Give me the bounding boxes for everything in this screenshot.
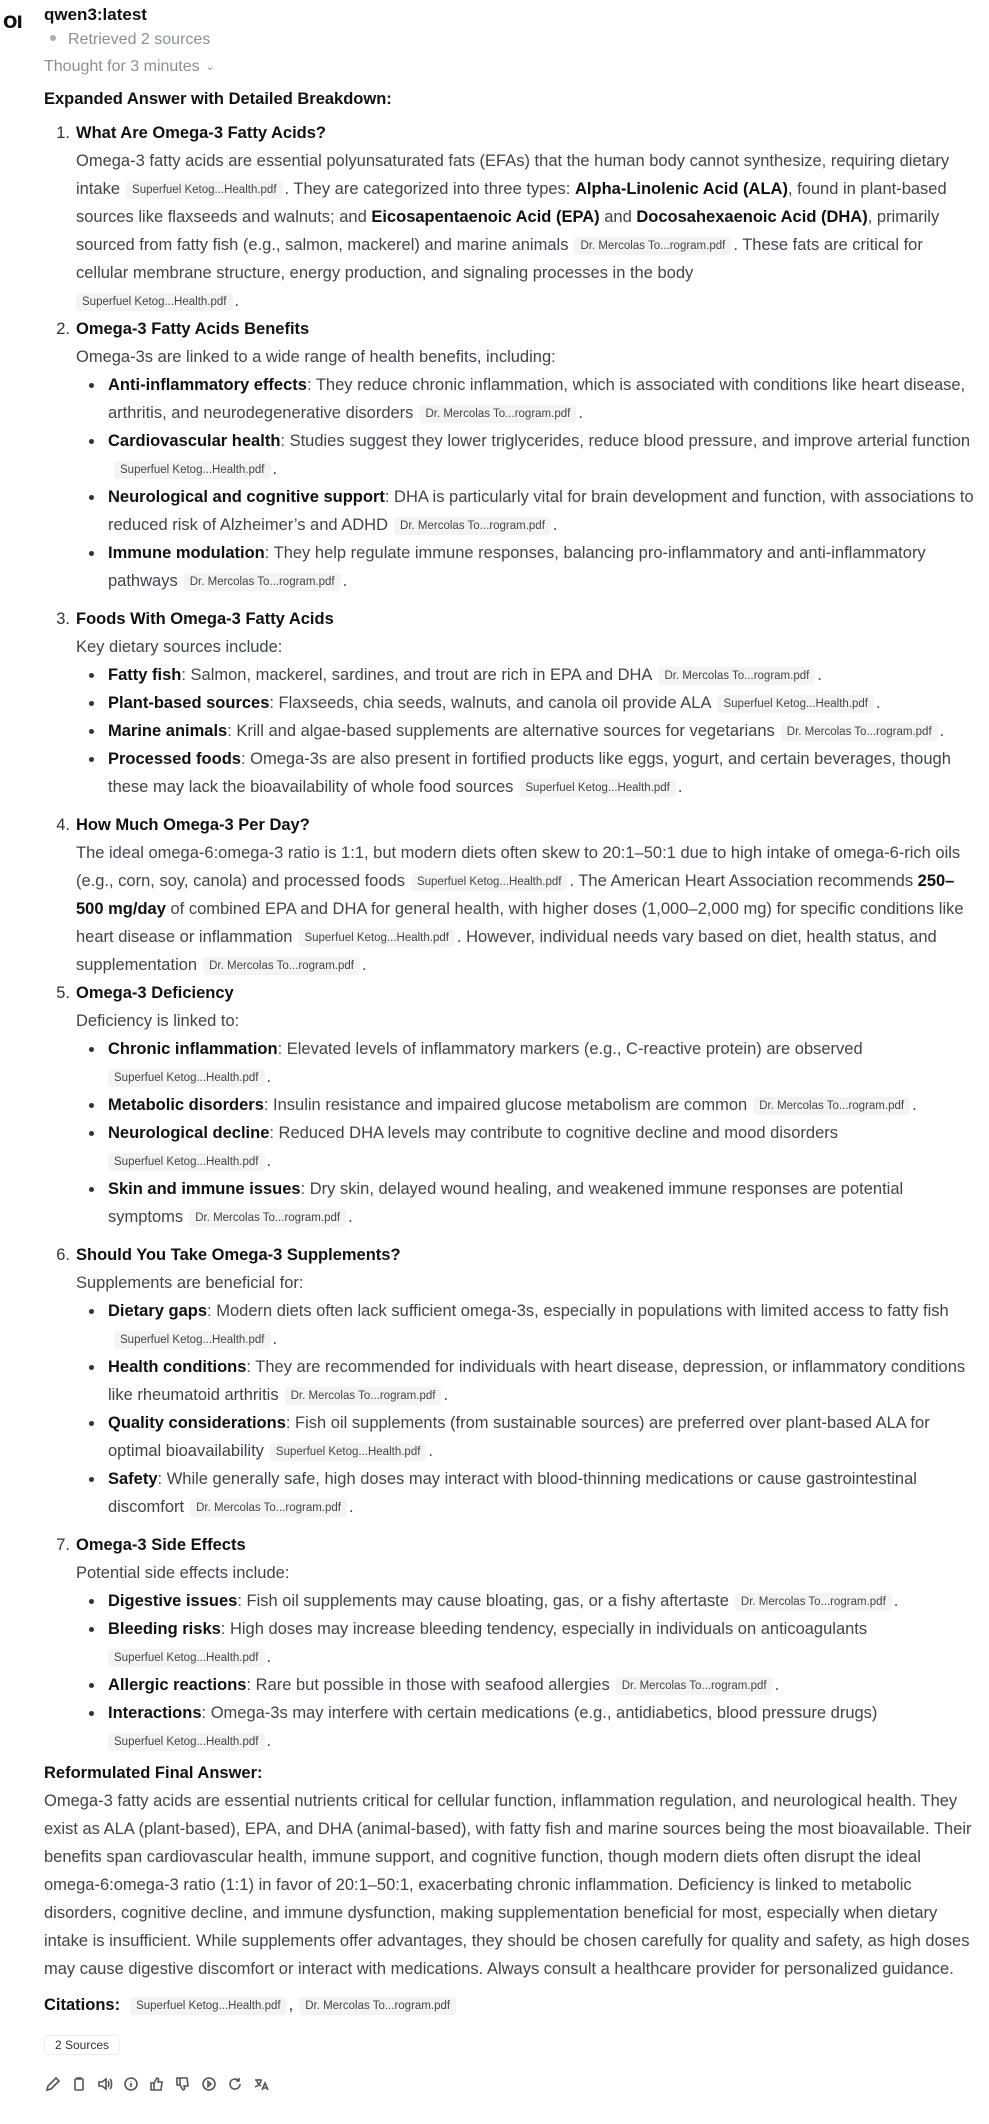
- citation-chip[interactable]: Dr. Mercolas To...rogram.pdf: [190, 1499, 347, 1517]
- text: .: [817, 666, 822, 684]
- citation-chip[interactable]: Superfuel Ketog...Health.pdf: [519, 779, 676, 797]
- list-item: [76, 1699, 979, 1755]
- citation-chip[interactable]: Dr. Mercolas To...rogram.pdf: [781, 723, 938, 741]
- citation-chip[interactable]: Superfuel Ketog...Health.pdf: [298, 929, 455, 947]
- citation-chip[interactable]: Dr. Mercolas To...rogram.pdf: [394, 517, 551, 535]
- item-label: Safety: [108, 1470, 158, 1488]
- section-number: 5.: [56, 984, 70, 1002]
- section-title: What Are Omega-3 Fatty Acids?: [76, 124, 326, 142]
- section-number: 6.: [56, 1246, 70, 1264]
- text: .: [342, 572, 348, 590]
- bullet-list: [76, 1035, 979, 1231]
- section-paragraph: [76, 147, 979, 315]
- text: .: [893, 1592, 899, 1610]
- text: . They are categorized into three types:: [284, 180, 575, 198]
- item-text: : Flaxseeds, chia seeds, walnuts, and canola oil provide ALA: [269, 694, 712, 712]
- text: .: [266, 1648, 272, 1666]
- citation-chip[interactable]: Dr. Mercolas To...rogram.pdf: [189, 1209, 346, 1227]
- text: .: [348, 1498, 354, 1516]
- bullet-list: [76, 1587, 979, 1755]
- bold-text: Eicosapentaenoic Acid (EPA): [371, 208, 600, 226]
- list-item: [76, 1587, 979, 1615]
- text: .: [266, 1152, 272, 1170]
- item-label: Immune modulation: [108, 544, 265, 562]
- list-item: [76, 1091, 979, 1119]
- citation-chip[interactable]: Superfuel Ketog...Health.pdf: [126, 181, 283, 199]
- text: The ideal omega-6:omega-3 ratio is 1:1, but modern diets often skew to 20:1–50:1 due to high intake of omega-6-rich oils (e.g., corn, soy, canola) and processed foods: [76, 844, 961, 890]
- section-7: [44, 1531, 979, 1755]
- text: .: [361, 956, 367, 974]
- play-icon[interactable]: [200, 2075, 218, 2093]
- retrieval-status[interactable]: [44, 27, 979, 53]
- message: [44, 0, 979, 2093]
- copy-icon[interactable]: [70, 2075, 88, 2093]
- text: .: [552, 516, 558, 534]
- sources-button[interactable]: 2 Sources: [44, 2035, 120, 2055]
- item-text: : Modern diets often lack sufficient omega-3s, especially in populations with limited access to fatty fish: [207, 1302, 949, 1320]
- citation-chip[interactable]: Superfuel Ketog...Health.pdf: [76, 293, 233, 311]
- section-number: 3.: [56, 610, 70, 628]
- text: .: [939, 722, 945, 740]
- citation-chip[interactable]: Superfuel Ketog...Health.pdf: [411, 873, 568, 891]
- text: .: [443, 1386, 449, 1404]
- list-item: [76, 539, 979, 595]
- section-title: Foods With Omega-3 Fatty Acids: [76, 610, 334, 628]
- item-text: : High doses may increase bleeding tendency, especially in individuals on anticoagulants: [220, 1620, 868, 1638]
- chevron-down-icon: ⌄: [205, 61, 215, 73]
- item-text: : Omega-3s may interfere with certain medications (e.g., antidiabetics, blood pressure drugs): [201, 1704, 878, 1722]
- text: . However, individual needs vary based on diet, health status, and supplementation: [76, 928, 937, 974]
- list-item: [76, 1119, 979, 1175]
- item-text: : Rare but possible in those with seafood allergies: [246, 1676, 610, 1694]
- list-item: [76, 1409, 979, 1465]
- citation-chip[interactable]: Dr. Mercolas To...rogram.pdf: [753, 1097, 910, 1115]
- bold-text: 250–500 mg/day: [76, 872, 955, 918]
- item-label: Metabolic disorders: [108, 1096, 264, 1114]
- citations-row: [44, 1991, 979, 2019]
- text: .: [677, 778, 683, 796]
- section-5: [44, 979, 979, 1241]
- translate-icon[interactable]: [252, 2075, 270, 2093]
- citation-chip[interactable]: Superfuel Ketog...Health.pdf: [130, 1997, 287, 2015]
- item-text: : They are recommended for individuals with heart disease, depression, or inflammatory conditions like rheumatoid arthritis: [108, 1358, 966, 1404]
- text: .: [266, 1068, 272, 1086]
- text: .: [774, 1676, 780, 1694]
- citation-chip[interactable]: Dr. Mercolas To...rogram.pdf: [299, 1997, 456, 2015]
- text: and: [599, 208, 637, 226]
- thumbs-up-icon[interactable]: [148, 2075, 166, 2093]
- text: . The American Heart Association recommends: [569, 872, 918, 890]
- item-text: : Fish oil supplements (from sustainable sources) are preferred over plant-based ALA for optimal bioavailability: [108, 1414, 930, 1460]
- bullet-list: [76, 371, 979, 595]
- text: .: [266, 1732, 272, 1750]
- list-item: [76, 1297, 979, 1353]
- edit-icon[interactable]: [44, 2075, 62, 2093]
- list-item: [76, 1353, 979, 1409]
- item-label: Cardiovascular health: [108, 432, 281, 450]
- item-label: Digestive issues: [108, 1592, 238, 1610]
- list-item: [76, 427, 979, 483]
- item-text: : They help regulate immune responses, balancing pro-inflammatory and anti-inflammatory pathways: [108, 544, 926, 590]
- item-text: : Dry skin, delayed wound healing, and weakened immune responses are potential symptoms: [108, 1180, 904, 1226]
- citation-chip[interactable]: Superfuel Ketog...Health.pdf: [717, 695, 874, 713]
- list-item: [76, 689, 979, 717]
- citation-chip[interactable]: Superfuel Ketog...Health.pdf: [108, 1649, 265, 1667]
- bullet-list: [76, 661, 979, 801]
- item-label: Plant-based sources: [108, 694, 270, 712]
- section-intro: Deficiency is linked to:: [76, 1012, 240, 1030]
- section-6: [44, 1241, 979, 1531]
- item-label: Quality considerations: [108, 1414, 286, 1432]
- regenerate-icon[interactable]: [226, 2075, 244, 2093]
- item-text: : DHA is particularly vital for brain development and function, with associations to reduced risk of Alzheimer’s and ADHD: [108, 488, 974, 534]
- section-intro: Supplements are beneficial for:: [76, 1274, 304, 1292]
- section-title: Omega-3 Fatty Acids Benefits: [76, 320, 310, 338]
- item-text: : Salmon, mackerel, sardines, and trout are rich in EPA and DHA: [181, 666, 653, 684]
- text: .: [348, 1208, 353, 1226]
- item-text: : Studies suggest they lower triglycerides, reduce blood pressure, and improve arterial function: [280, 432, 971, 450]
- item-label: Marine animals: [108, 722, 228, 740]
- section-3: [44, 605, 979, 811]
- citation-chip[interactable]: Superfuel Ketog...Health.pdf: [108, 1733, 265, 1751]
- list-item: [76, 1465, 979, 1521]
- model-name: qwen3:latest: [44, 5, 147, 24]
- text: Omega-3 fatty acids are essential polyunsaturated fats (EFAs) that the human body cannot synthesize, requiring dietary intake: [76, 152, 950, 198]
- list-item: [76, 371, 979, 427]
- text: .: [272, 1330, 278, 1348]
- citations-label: Citations:: [44, 1996, 121, 2014]
- item-label: Anti-inflammatory effects: [108, 376, 307, 394]
- sections: [44, 119, 979, 1755]
- answer-heading: Expanded Answer with Detailed Breakdown:: [44, 90, 392, 108]
- section-number: 7.: [56, 1536, 70, 1554]
- item-text: : Omega-3s are also present in fortified products like eggs, yogurt, and certain beverages, though these may lack the bioavailability of whole food sources: [108, 750, 951, 796]
- citation-chip[interactable]: Dr. Mercolas To...rogram.pdf: [184, 573, 341, 591]
- item-text: : They reduce chronic inflammation, which is associated with conditions like heart disease, arthritis, and neurodegenerative disorders: [108, 376, 966, 422]
- section-4: [44, 811, 979, 979]
- bullet-list: [76, 1297, 979, 1521]
- status-text: Retrieved 2 sources: [68, 31, 211, 48]
- text: .: [875, 694, 881, 712]
- bullet-icon: [50, 35, 56, 41]
- citation-chip[interactable]: Superfuel Ketog...Health.pdf: [114, 1331, 271, 1349]
- citation-chip[interactable]: Dr. Mercolas To...rogram.pdf: [735, 1593, 892, 1611]
- message-toolbar: [44, 2075, 979, 2093]
- citation-chip[interactable]: Dr. Mercolas To...rogram.pdf: [658, 667, 815, 685]
- citation-chip[interactable]: Superfuel Ketog...Health.pdf: [108, 1153, 265, 1171]
- list-item: [76, 717, 979, 745]
- item-label: Processed foods: [108, 750, 241, 768]
- item-text: : Insulin resistance and impaired glucose metabolism are common: [263, 1096, 748, 1114]
- item-label: Allergic reactions: [108, 1676, 247, 1694]
- item-label: Bleeding risks: [108, 1620, 221, 1638]
- bold-text: Alpha-Linolenic Acid (ALA): [574, 180, 788, 198]
- section-title: How Much Omega-3 Per Day?: [76, 816, 310, 834]
- section-number: 2.: [56, 320, 70, 338]
- section-2: [44, 315, 979, 605]
- list-item: [76, 1671, 979, 1699]
- section-intro: Key dietary sources include:: [76, 638, 283, 656]
- section-intro: Omega-3s are linked to a wide range of health benefits, including:: [76, 348, 556, 366]
- final-answer-heading: Reformulated Final Answer:: [44, 1764, 263, 1782]
- item-text: : Elevated levels of inflammatory markers (e.g., C-reactive protein) are observed: [277, 1040, 863, 1058]
- text: . These fats are critical for cellular membrane structure, energy production, and signaling processes in the body: [76, 236, 923, 282]
- text: .: [428, 1442, 434, 1460]
- bold-text: Docosahexaenoic Acid (DHA): [636, 208, 868, 226]
- model-avatar: OI: [3, 13, 22, 33]
- section-title: Omega-3 Side Effects: [76, 1536, 246, 1554]
- list-item: [76, 1615, 979, 1671]
- section-title: Should You Take Omega-3 Supplements?: [76, 1246, 401, 1264]
- citation-chip[interactable]: Dr. Mercolas To...rogram.pdf: [285, 1387, 442, 1405]
- section-intro: Potential side effects include:: [76, 1564, 290, 1582]
- item-text: : Krill and algae-based supplements are alternative sources for vegetarians: [227, 722, 775, 740]
- item-label: Dietary gaps: [108, 1302, 208, 1320]
- section-1: [44, 119, 979, 315]
- thumbs-down-icon[interactable]: [174, 2075, 192, 2093]
- list-item: [76, 745, 979, 801]
- text: of combined EPA and DHA for general health, with higher doses (1,000–2,000 mg) for specific conditions like heart disease or inflammation: [76, 900, 964, 946]
- citation-chip[interactable]: Dr. Mercolas To...rogram.pdf: [574, 237, 731, 255]
- citation-chip[interactable]: Superfuel Ketog...Health.pdf: [114, 461, 271, 479]
- thought-text: Thought for 3 minutes: [44, 58, 200, 75]
- item-label: Interactions: [108, 1704, 202, 1722]
- citation-chip[interactable]: Dr. Mercolas To...rogram.pdf: [419, 405, 576, 423]
- text: , primarily sourced from fatty fish (e.g., salmon, mackerel) and marine animals: [76, 208, 940, 254]
- text: , found in plant-based sources like flaxseeds and walnuts; and: [76, 180, 947, 226]
- item-label: Fatty fish: [108, 666, 182, 684]
- item-label: Skin and immune issues: [108, 1180, 301, 1198]
- text: .: [912, 1096, 917, 1114]
- section-paragraph: [76, 839, 979, 979]
- item-label: Health conditions: [108, 1358, 247, 1376]
- text: .: [578, 404, 583, 422]
- item-label: Neurological and cognitive support: [108, 488, 385, 506]
- item-text: : While generally safe, high doses may interact with blood-thinning medications or cause gastrointestinal discomfort: [108, 1470, 917, 1516]
- section-number: 1.: [56, 124, 70, 142]
- list-item: [76, 1035, 979, 1091]
- list-item: [76, 483, 979, 539]
- citation-chip[interactable]: Superfuel Ketog...Health.pdf: [108, 1069, 265, 1087]
- item-text: : Reduced DHA levels may contribute to cognitive decline and mood disorders: [269, 1124, 839, 1142]
- list-item: [76, 1175, 979, 1231]
- section-number: 4.: [56, 816, 70, 834]
- item-label: Neurological decline: [108, 1124, 270, 1142]
- citation-chip[interactable]: Dr. Mercolas To...rogram.pdf: [616, 1677, 773, 1695]
- citation-chip[interactable]: Superfuel Ketog...Health.pdf: [270, 1443, 427, 1461]
- list-item: [76, 661, 979, 689]
- speaker-icon[interactable]: [96, 2075, 114, 2093]
- thought-toggle[interactable]: [44, 53, 979, 81]
- text: .: [234, 292, 240, 310]
- text: .: [272, 460, 278, 478]
- text: ,: [288, 1996, 294, 2014]
- final-answer-text: Omega-3 fatty acids are essential nutrients critical for cellular function, inflammation regulation, and neurological health. They exist as ALA (plant-based), EPA, and DHA (animal-based), with fatty fish and marine sources being the most bioavailable. Their benefits span cardiovascular health, immune support, and cognitive function, though modern diets often disrupt the ideal omega-6:omega-3 ratio (1:1) in favor of 20:1–50:1, exacerbating chronic inflammation. Deficiency is linked to metabolic disorders, cognitive decline, and immune dysfunction, making supplementation beneficial for most, especially when dietary intake is insufficient. While supplements offer advantages, they should be chosen carefully for quality and safety, as high doses may cause digestive discomfort or interact with medications. Always consult a healthcare provider for personalized guidance.: [44, 1792, 972, 1978]
- citation-chip[interactable]: Dr. Mercolas To...rogram.pdf: [203, 957, 360, 975]
- item-label: Chronic inflammation: [108, 1040, 278, 1058]
- info-icon[interactable]: [122, 2075, 140, 2093]
- item-text: : Fish oil supplements may cause bloating, gas, or a fishy aftertaste: [237, 1592, 729, 1610]
- section-title: Omega-3 Deficiency: [76, 984, 234, 1002]
